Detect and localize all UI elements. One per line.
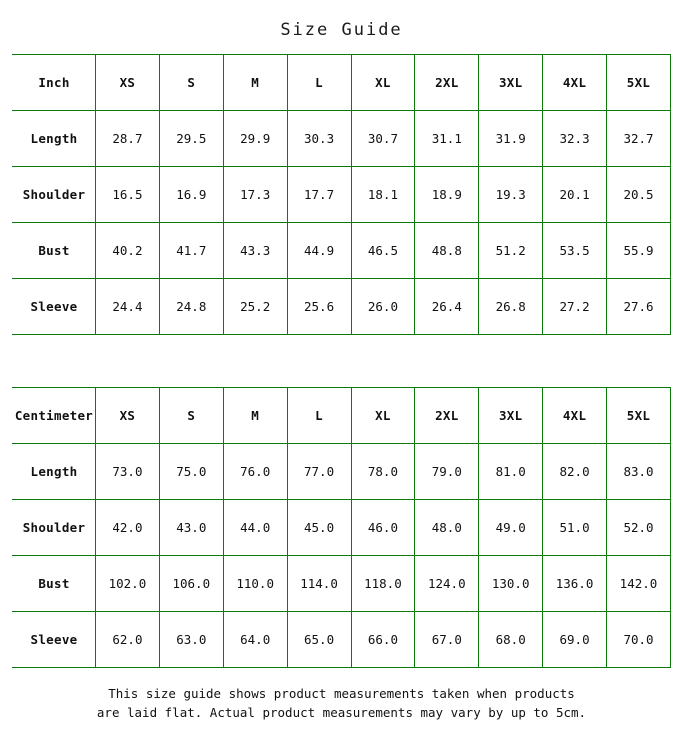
cell-value: 43.0	[159, 500, 223, 556]
size-header-l: L	[287, 388, 351, 444]
cell-value: 48.0	[415, 500, 479, 556]
cell-value: 48.8	[415, 223, 479, 279]
cell-value: 66.0	[351, 612, 415, 668]
row-label-length: Length	[13, 111, 96, 167]
row-label-length: Length	[13, 444, 96, 500]
table-gap-divider	[0, 335, 683, 387]
cell-value: 77.0	[287, 444, 351, 500]
cell-value: 20.5	[607, 167, 671, 223]
size-header-xl: XL	[351, 55, 415, 111]
row-label-bust: Bust	[13, 556, 96, 612]
cell-value: 24.8	[159, 279, 223, 335]
cell-value: 70.0	[607, 612, 671, 668]
cell-value: 130.0	[479, 556, 543, 612]
cell-value: 40.2	[96, 223, 160, 279]
size-header-2xl: 2XL	[415, 388, 479, 444]
cell-value: 136.0	[543, 556, 607, 612]
cell-value: 76.0	[223, 444, 287, 500]
page-title: Size Guide	[280, 20, 403, 40]
size-header-xs: XS	[96, 388, 160, 444]
cell-value: 42.0	[96, 500, 160, 556]
size-header-4xl: 4XL	[543, 55, 607, 111]
size-header-xl: XL	[351, 388, 415, 444]
table-row	[13, 556, 671, 612]
table-row	[13, 223, 671, 279]
cell-value: 46.0	[351, 500, 415, 556]
cell-value: 25.2	[223, 279, 287, 335]
cell-value: 68.0	[479, 612, 543, 668]
cell-value: 55.9	[607, 223, 671, 279]
table-header-row-inch	[13, 55, 671, 111]
footer-note	[0, 668, 683, 723]
cell-value: 18.9	[415, 167, 479, 223]
cell-value: 75.0	[159, 444, 223, 500]
size-table-inch	[12, 54, 671, 335]
row-label-sleeve: Sleeve	[13, 612, 96, 668]
cell-value: 65.0	[287, 612, 351, 668]
cell-value: 25.6	[287, 279, 351, 335]
cell-value: 114.0	[287, 556, 351, 612]
cell-value: 31.9	[479, 111, 543, 167]
footer-line-2: are laid flat. Actual product measurements may vary by up to 5cm.	[96, 705, 587, 721]
size-header-2xl: 2XL	[415, 55, 479, 111]
table-row	[13, 111, 671, 167]
cell-value: 81.0	[479, 444, 543, 500]
footer-line-1: This size guide shows product measurements taken when products	[108, 686, 575, 701]
cell-value: 63.0	[159, 612, 223, 668]
cell-value: 69.0	[543, 612, 607, 668]
size-header-3xl: 3XL	[479, 388, 543, 444]
unit-header-centimeter: Centimeter	[13, 388, 96, 444]
table-row	[13, 167, 671, 223]
cell-value: 64.0	[223, 612, 287, 668]
cell-value: 78.0	[351, 444, 415, 500]
row-label-shoulder: Shoulder	[13, 500, 96, 556]
cell-value: 31.1	[415, 111, 479, 167]
cell-value: 41.7	[159, 223, 223, 279]
cell-value: 27.6	[607, 279, 671, 335]
cell-value: 44.0	[223, 500, 287, 556]
size-header-s: S	[159, 55, 223, 111]
size-table-centimeter	[12, 387, 671, 668]
cell-value: 45.0	[287, 500, 351, 556]
cell-value: 142.0	[607, 556, 671, 612]
cell-value: 30.3	[287, 111, 351, 167]
row-label-shoulder: Shoulder	[13, 167, 96, 223]
size-header-3xl: 3XL	[479, 55, 543, 111]
cell-value: 46.5	[351, 223, 415, 279]
cell-value: 32.3	[543, 111, 607, 167]
cell-value: 124.0	[415, 556, 479, 612]
cell-value: 53.5	[543, 223, 607, 279]
size-header-4xl: 4XL	[543, 388, 607, 444]
size-header-m: M	[223, 55, 287, 111]
cell-value: 49.0	[479, 500, 543, 556]
cell-value: 51.0	[543, 500, 607, 556]
cell-value: 26.8	[479, 279, 543, 335]
cell-value: 20.1	[543, 167, 607, 223]
cell-value: 26.4	[415, 279, 479, 335]
cell-value: 102.0	[96, 556, 160, 612]
size-header-m: M	[223, 388, 287, 444]
cell-value: 26.0	[351, 279, 415, 335]
cell-value: 19.3	[479, 167, 543, 223]
cell-value: 118.0	[351, 556, 415, 612]
cell-value: 67.0	[415, 612, 479, 668]
cell-value: 16.5	[96, 167, 160, 223]
cell-value: 17.7	[287, 167, 351, 223]
cell-value: 30.7	[351, 111, 415, 167]
table-row	[13, 444, 671, 500]
cell-value: 79.0	[415, 444, 479, 500]
cell-value: 51.2	[479, 223, 543, 279]
cell-value: 32.7	[607, 111, 671, 167]
cell-value: 29.5	[159, 111, 223, 167]
size-header-xs: XS	[96, 55, 160, 111]
cell-value: 44.9	[287, 223, 351, 279]
size-header-5xl: 5XL	[607, 55, 671, 111]
cell-value: 17.3	[223, 167, 287, 223]
cell-value: 52.0	[607, 500, 671, 556]
cell-value: 110.0	[223, 556, 287, 612]
cell-value: 83.0	[607, 444, 671, 500]
cell-value: 28.7	[96, 111, 160, 167]
cell-value: 29.9	[223, 111, 287, 167]
cell-value: 106.0	[159, 556, 223, 612]
size-header-l: L	[287, 55, 351, 111]
size-header-s: S	[159, 388, 223, 444]
row-label-bust: Bust	[13, 223, 96, 279]
cell-value: 73.0	[96, 444, 160, 500]
table-row	[13, 500, 671, 556]
cell-value: 82.0	[543, 444, 607, 500]
row-label-sleeve: Sleeve	[13, 279, 96, 335]
cell-value: 62.0	[96, 612, 160, 668]
cell-value: 16.9	[159, 167, 223, 223]
unit-header-inch: Inch	[13, 55, 96, 111]
size-header-5xl: 5XL	[607, 388, 671, 444]
table-row	[13, 279, 671, 335]
table-header-row-centimeter	[13, 388, 671, 444]
cell-value: 18.1	[351, 167, 415, 223]
cell-value: 27.2	[543, 279, 607, 335]
table-row	[13, 612, 671, 668]
cell-value: 43.3	[223, 223, 287, 279]
cell-value: 24.4	[96, 279, 160, 335]
